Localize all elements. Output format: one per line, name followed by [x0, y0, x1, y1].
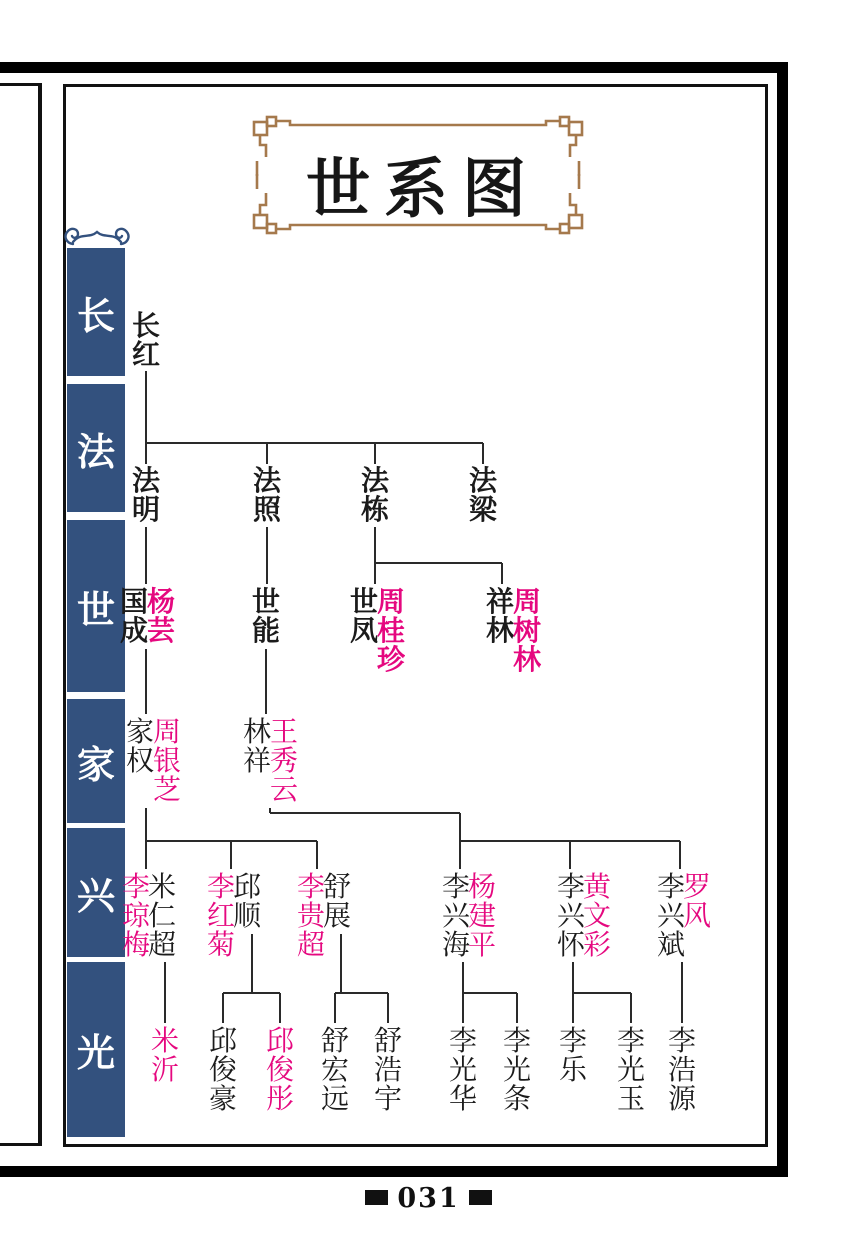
person-name-法明: 法明	[131, 464, 160, 526]
person-name-李光条: 李光条	[502, 1024, 531, 1115]
person-name-法梁: 法梁	[468, 464, 497, 526]
person-name-李兴怀: 李兴怀	[556, 870, 585, 961]
person-name-米沂: 米沂	[150, 1024, 179, 1086]
person-name-世能: 世能	[251, 585, 280, 647]
generation-label-法: 法	[67, 384, 125, 512]
person-name-法照: 法照	[252, 464, 281, 526]
person-name-祥林: 祥林	[485, 585, 514, 647]
person-name-李光华: 李光华	[448, 1024, 477, 1115]
person-name-邱顺: 邱顺	[232, 870, 261, 932]
person-name-邱俊彤: 邱俊彤	[265, 1024, 294, 1115]
person-name-米仁超: 米仁超	[147, 870, 176, 961]
generation-label-长: 长	[67, 248, 125, 376]
person-name-李琼梅: 李琼梅	[121, 870, 150, 961]
person-name-国成: 国成	[119, 585, 148, 647]
person-name-黄文彩: 黄文彩	[582, 870, 611, 961]
person-name-杨建平: 杨建平	[467, 870, 496, 961]
generation-label-世: 世	[67, 520, 125, 692]
person-name-李兴斌: 李兴斌	[656, 870, 685, 961]
person-name-舒浩宇: 舒浩宇	[373, 1024, 402, 1115]
person-name-长红: 长红	[131, 309, 160, 371]
generation-label-光: 光	[67, 962, 125, 1137]
person-name-周银芝: 周银芝	[152, 715, 181, 806]
person-name-李乐: 李乐	[558, 1024, 587, 1086]
generation-label-家: 家	[67, 699, 125, 823]
person-name-法栋: 法栋	[360, 464, 389, 526]
person-name-周桂珍: 周桂珍	[376, 585, 405, 676]
person-name-李贵超: 李贵超	[296, 870, 325, 961]
person-name-李光玉: 李光玉	[616, 1024, 645, 1115]
person-name-舒展: 舒展	[322, 870, 351, 932]
person-name-舒宏远: 舒宏远	[320, 1024, 349, 1115]
person-name-罗风: 罗风	[682, 870, 711, 932]
person-name-邱俊豪: 邱俊豪	[208, 1024, 237, 1115]
person-name-李浩源: 李浩源	[667, 1024, 696, 1115]
person-name-世凤: 世凤	[349, 585, 378, 647]
page-number-text: 031	[397, 1183, 460, 1214]
person-name-王秀云: 王秀云	[269, 715, 298, 806]
page-number-square-left	[365, 1190, 388, 1205]
page-title: 世系图	[306, 152, 540, 227]
person-name-李红菊: 李红菊	[206, 870, 235, 961]
person-name-家权: 家权	[125, 715, 154, 777]
person-name-李兴海: 李兴海	[441, 870, 470, 961]
person-name-林祥: 林祥	[242, 715, 271, 777]
person-name-杨芸: 杨芸	[146, 585, 175, 647]
person-name-周树林: 周树林	[512, 585, 541, 676]
page-number	[0, 1183, 857, 1214]
generation-label-兴: 兴	[67, 828, 125, 957]
page-number-square-right	[469, 1190, 492, 1205]
